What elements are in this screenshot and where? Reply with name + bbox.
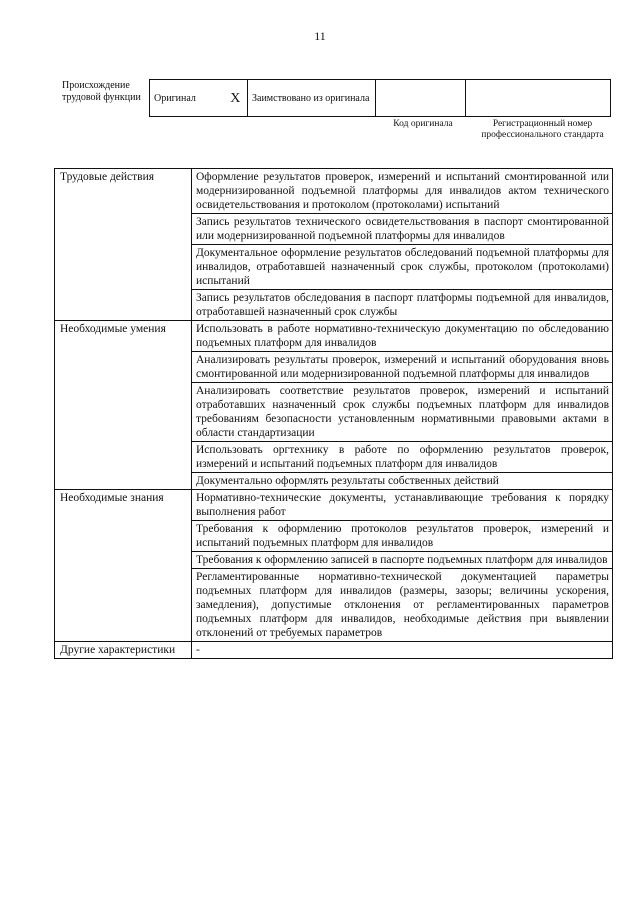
section-item: Документальное оформление результатов обследований подъемной платформы для инвалидов, отработавшей назначенный срок службы, протоколом (протоколами) испытаний: [192, 245, 613, 290]
section-item: Использовать оргтехнику в работе по оформлению результатов проверок, измерений и испытаний подъемных платформ для инвалидов: [192, 442, 613, 473]
section-item: Запись результатов обследования в паспорт платформы подъемной для инвалидов, отработавшей назначенный срок службы: [192, 290, 613, 321]
page-number: 11: [314, 29, 326, 43]
labor-function-table: [54, 168, 613, 659]
section-item: Требования к оформлению записей в паспорте подъемных платформ для инвалидов: [192, 552, 613, 569]
table-row: [55, 169, 613, 214]
section-item: Анализировать результаты проверок, измерений и испытаний оборудования вновь смонтированной или модернизированной подъемной платформы для инвалидов: [192, 352, 613, 383]
registration-number-cell: [466, 80, 611, 117]
section-item: Оформление результатов проверок, измерений и испытаний смонтированной или модернизированной подъемной платформы для инвалидов актом технического освидетельствования и протоколом (протоколами) испытаний: [192, 169, 613, 214]
registration-caption: Регистрационный номер профессионального стандарта: [481, 119, 604, 140]
section-item: Использовать в работе нормативно-техническую документацию по обследованию подъемных платформ для инвалидов: [192, 321, 613, 352]
section-item: Требования к оформлению протоколов результатов проверок, измерений и испытаний подъемных платформ для инвалидов: [192, 521, 613, 552]
section-title: Трудовые действия: [55, 169, 192, 321]
section-title: Необходимые знания: [55, 490, 192, 642]
original-code-cell: [376, 80, 466, 117]
original-mark: X: [224, 80, 248, 117]
origin-table: [149, 79, 611, 117]
table-row: [55, 321, 613, 352]
origin-label: Происхождение трудовой функции: [62, 80, 141, 103]
section-item: Документально оформлять результаты собственных действий: [192, 473, 613, 490]
section-item: Регламентированные нормативно-технической документацией параметры подъемных платформ для инвалидов (размеры, зазоры; величины ускорения, замедления), допустимые отклонения от регламентированных параметров подъемных платформ для инвалидов, необходимые действия при выявлении отклонений от требуемых параметров: [192, 569, 613, 642]
section-item: Анализировать соответствие результатов проверок, измерений и испытаний отработавших назначенный срок службы подъемных платформ для инвалидов требованиям безопасности установленным нормативными правовыми актами в области стандартизации: [192, 383, 613, 442]
table-row: [55, 490, 613, 521]
section-title: Другие характеристики: [55, 642, 192, 659]
section-item: Запись результатов технического освидетельствования в паспорт смонтированной или модернизированной подъемной платформы для инвалидов: [192, 214, 613, 245]
original-cell: Оригинал: [150, 80, 224, 117]
borrowed-cell: Заимствовано из оригинала: [248, 80, 376, 117]
code-caption: Код оригинала: [393, 119, 453, 129]
section-title: Необходимые умения: [55, 321, 192, 490]
table-row: [55, 642, 613, 659]
section-item: -: [192, 642, 613, 659]
section-item: Нормативно-технические документы, устанавливающие требования к порядку выполнения работ: [192, 490, 613, 521]
